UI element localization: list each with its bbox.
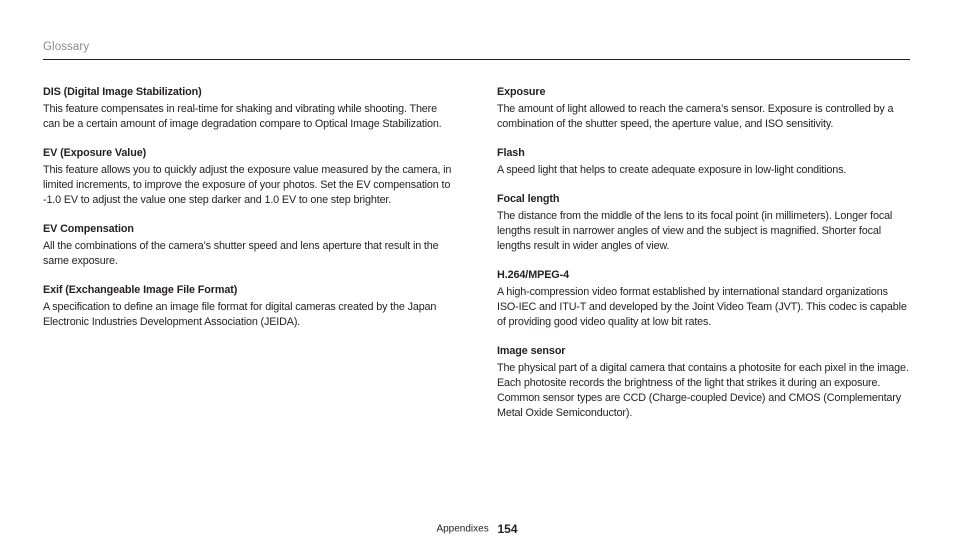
glossary-entry-flash [497, 146, 909, 178]
glossary-definition: The distance from the middle of the lens to its focal point (in millimeters). Longer focal lengths result in narrower angles of view and the subject is magnified. Shorter focal lengths result in wider angles of view. [497, 210, 893, 252]
glossary-entry-image-sensor [497, 344, 909, 421]
page-header-title: Glossary [43, 41, 90, 53]
glossary-term: Exposure [497, 86, 546, 98]
glossary-term: Flash [497, 147, 525, 159]
glossary-entry-focal-length [497, 192, 909, 254]
glossary-term: DIS (Digital Image Stabilization) [43, 86, 202, 98]
glossary-definition: A specification to define an image file format for digital cameras created by the Japan Electronic Industries Development Association (JEIDA). [43, 301, 437, 328]
header-divider [43, 59, 910, 60]
glossary-entry-h264 [497, 268, 909, 330]
glossary-definition: A high-compression video format established by international standard organizations ISO-IEC and ITU-T and developed by the Joint Video Team (JVT). This codec is capable of providing good video quality at low bit rates. [497, 286, 907, 328]
glossary-term: H.264/MPEG-4 [497, 269, 570, 281]
glossary-column-left [43, 85, 455, 344]
glossary-term: Focal length [497, 193, 560, 205]
glossary-definition: The physical part of a digital camera that contains a photosite for each pixel in the image. Each photosite records the brightness of the light that strikes it during an exposure. Common sensor types are CCD (Charge-coupled Device) and CMOS (Complementary Metal Oxide Semiconductor). [497, 362, 909, 419]
glossary-entry-dis [43, 85, 455, 132]
glossary-definition: This feature compensates in real-time for shaking and vibrating while shooting. There can be a certain amount of image degradation compare to Optical Image Stabilization. [43, 103, 442, 130]
glossary-definition: A speed light that helps to create adequate exposure in low-light conditions. [497, 164, 847, 176]
glossary-entry-exif [43, 283, 455, 330]
glossary-column-right [497, 85, 909, 435]
footer-section-label: Appendixes [436, 523, 489, 535]
page-footer [0, 522, 954, 536]
glossary-entry-ev-compensation [43, 222, 455, 269]
glossary-term: Exif (Exchangeable Image File Format) [43, 284, 238, 296]
glossary-entry-exposure [497, 85, 909, 132]
glossary-entry-ev [43, 146, 455, 208]
glossary-term: Image sensor [497, 345, 566, 357]
page-number: 154 [497, 522, 518, 536]
glossary-term: EV Compensation [43, 223, 134, 235]
glossary-definition: All the combinations of the camera’s shutter speed and lens aperture that result in the same exposure. [43, 240, 439, 267]
glossary-term: EV (Exposure Value) [43, 147, 147, 159]
glossary-definition: The amount of light allowed to reach the camera’s sensor. Exposure is controlled by a combination of the shutter speed, the aperture value, and ISO sensitivity. [497, 103, 894, 130]
glossary-definition: This feature allows you to quickly adjust the exposure value measured by the camera, in limited increments, to improve the exposure of your photos. Set the EV compensation to -1.0 EV to adjust the value one step darker and 1.0 EV to one step brighter. [43, 164, 452, 206]
